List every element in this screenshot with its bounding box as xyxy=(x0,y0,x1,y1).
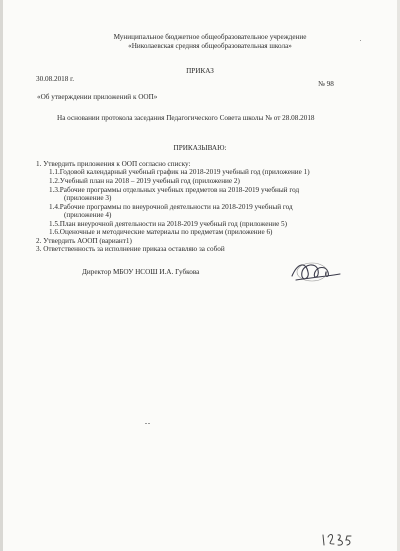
doc-subject: «Об утверждении приложений к ООП» xyxy=(37,93,158,101)
list-item: 1.1.Годовой календарный учебный график на 2018-2019 учебный год (приложение 1) xyxy=(49,168,310,176)
list-item-continued: (приложение 4) xyxy=(64,211,112,219)
doc-number: № 98 xyxy=(318,80,334,88)
page-number-icon xyxy=(320,532,356,548)
scan-edge xyxy=(0,0,3,551)
list-item: 3. Ответственность за исполнение приказа оставляю за собой xyxy=(36,245,225,253)
doc-title: ПРИКАЗ xyxy=(186,67,214,75)
list-item: 1.6.Оценочные и методические материалы по предметам (приложение 6) xyxy=(49,228,273,236)
list-item: 1.3.Рабочие программы отдельных учебных предметов на 2018-2019 учебный год xyxy=(49,186,300,194)
signature-icon xyxy=(288,258,344,286)
list-item: 1.5.План внеурочной деятельности на 2018-2019 учебный год (приложение 5) xyxy=(49,220,288,228)
doc-basis: На основании протокола заседания Педагогического Совета школы № от 28.08.2018 xyxy=(57,114,315,122)
list-item: 2. Утвердить АООП (вариант1) xyxy=(36,237,132,245)
order-heading: ПРИКАЗЫВАЮ: xyxy=(173,144,227,152)
org-line-1: Муниципальное бюджетное общеобразовательное учреждение xyxy=(113,33,307,41)
list-item: 1.2.Учебный план на 2018 – 2019 учебный год (приложение 2) xyxy=(49,177,240,185)
org-line-2: «Николаевская средняя общеобразовательная школа» xyxy=(128,42,292,50)
signature-line: Директор МБОУ НСОШ И.А. Губкова xyxy=(82,268,200,276)
doc-date: 30.08.2018 г. xyxy=(36,75,75,83)
list-item: 1.4.Рабочие программы по внеурочной деятельности на 2018-2019 учебный год xyxy=(49,203,293,211)
list-item: 1. Утвердить приложения к ООП согласно списку: xyxy=(36,160,191,168)
list-item-continued: (приложение 3) xyxy=(64,194,112,202)
